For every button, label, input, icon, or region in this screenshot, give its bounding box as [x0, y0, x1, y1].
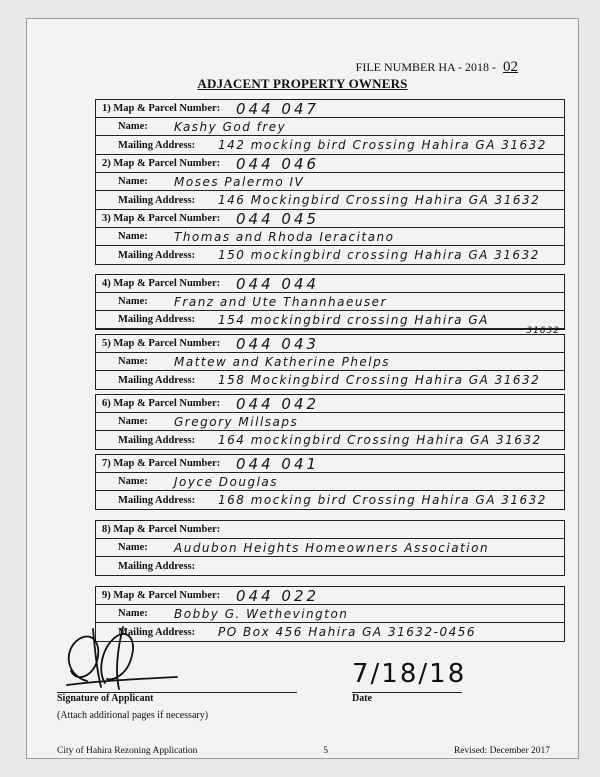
parcel-number: 044 045 [236, 210, 320, 228]
owner-name: Joyce Douglas [174, 474, 279, 489]
entry-number: 4) [102, 278, 111, 289]
map-parcel-label [96, 590, 220, 601]
entry-number: 2) [102, 158, 111, 169]
mailing-address-row [96, 311, 564, 329]
mailing-address-row [96, 557, 564, 575]
map-parcel-row [96, 335, 564, 353]
mailing-address-label: Mailing Address: [118, 139, 196, 151]
name-label: Name: [118, 356, 148, 367]
map-parcel-row [96, 455, 564, 473]
entry-number: 6) [102, 398, 111, 409]
parcel-number: 044 044 [236, 275, 320, 293]
footer-right: Revised: December 2017 [453, 746, 550, 756]
map-parcel-row [96, 587, 564, 605]
name-label: Name: [118, 416, 148, 427]
parcel-number: 044 043 [236, 335, 320, 353]
page-title: ADJACENT PROPERTY OWNERS [197, 76, 408, 91]
mailing-address: 150 mockingbird crossing Hahira GA 31632 [218, 248, 540, 262]
map-parcel-text: Map & Parcel Number: [113, 158, 221, 169]
mailing-address-label: Mailing Address: [118, 374, 196, 386]
owner-name: Mattew and Katherine Phelps [174, 354, 391, 369]
owner-name: Gregory Millsaps [174, 414, 299, 429]
mailing-address-row [96, 431, 564, 449]
name-label: Name: [118, 608, 148, 619]
map-parcel-label [96, 524, 220, 535]
mailing-address-label: Mailing Address: [118, 194, 196, 206]
name-label: Name: [118, 176, 148, 187]
mailing-address-label: Mailing Address: [118, 494, 196, 506]
map-parcel-label [96, 278, 220, 289]
map-parcel-text: Map & Parcel Number: [113, 458, 221, 469]
owner-name: Thomas and Rhoda Ieracitano [174, 229, 395, 244]
mailing-address-label: Mailing Address: [118, 314, 196, 325]
name-row [96, 413, 564, 431]
mailing-address: 142 mocking bird Crossing Hahira GA 31632 [218, 138, 547, 152]
map-parcel-row [96, 100, 564, 118]
parcel-number: 044 047 [236, 100, 320, 118]
map-parcel-text: Map & Parcel Number: [113, 590, 221, 601]
mailing-address-row [96, 136, 564, 154]
map-parcel-label [96, 458, 220, 469]
mailing-address-overflow: 31632 [526, 326, 560, 336]
owner-name: Franz and Ute Thannhaeuser [174, 294, 387, 309]
parcel-entry [95, 154, 565, 210]
mailing-address-row [96, 246, 564, 264]
name-row [96, 173, 564, 191]
name-row [96, 293, 564, 311]
applicant-signature [57, 621, 197, 691]
mailing-address: PO Box 456 Hahira GA 31632-0456 [218, 625, 476, 639]
map-parcel-label [96, 338, 220, 349]
map-parcel-text: Map & Parcel Number: [113, 103, 221, 114]
name-label: Name: [118, 231, 148, 242]
mailing-address: 146 Mockingbird Crossing Hahira GA 31632 [218, 193, 541, 207]
entry-number: 3) [102, 213, 111, 224]
mailing-address: 154 mockingbird crossing Hahira GA [218, 312, 489, 327]
map-parcel-row [96, 395, 564, 413]
mailing-address-row [96, 191, 564, 209]
entry-number: 5) [102, 338, 111, 349]
date-label: Date [352, 693, 372, 704]
entry-number: 9) [102, 590, 111, 601]
mailing-address-label: Mailing Address: [118, 626, 196, 638]
map-parcel-label [96, 213, 220, 224]
date-value: 7/18/18 [352, 659, 467, 689]
file-number [356, 59, 518, 76]
map-parcel-text: Map & Parcel Number: [113, 398, 221, 409]
document-page [26, 18, 579, 759]
name-label: Name: [118, 121, 148, 132]
entry-number: 8) [102, 524, 111, 535]
signature-label: Signature of Applicant [57, 693, 154, 704]
name-label: Name: [118, 542, 148, 553]
map-parcel-label [96, 103, 220, 114]
map-parcel-text: Map & Parcel Number: [113, 213, 221, 224]
mailing-address: 164 mockingbird Crossing Hahira GA 31632 [218, 433, 542, 447]
parcel-entry [95, 454, 565, 510]
owner-name: Audubon Heights Homeowners Association [174, 540, 490, 555]
mailing-address-row [96, 491, 564, 509]
name-row [96, 353, 564, 371]
parcel-entry [95, 394, 565, 450]
footer-page-number: 5 [323, 746, 329, 756]
parcel-number: 044 041 [236, 455, 320, 473]
mailing-address: 158 Mockingbird Crossing Hahira GA 31632 [218, 373, 541, 387]
page-footer [57, 746, 550, 756]
file-number-label: FILE NUMBER HA - 2018 - [355, 60, 496, 74]
file-number-value: 02 [503, 59, 518, 75]
name-row [96, 118, 564, 136]
map-parcel-text: Map & Parcel Number: [113, 524, 221, 535]
parcel-number: 044 042 [236, 395, 320, 413]
owner-name: Moses Palermo IV [174, 174, 305, 189]
attach-note: (Attach additional pages if necessary) [57, 710, 209, 721]
parcel-entry [95, 209, 565, 265]
parcel-entry [95, 334, 565, 390]
map-parcel-row [96, 275, 564, 293]
map-parcel-row [96, 210, 564, 228]
mailing-address-label: Mailing Address: [118, 434, 196, 446]
entry-number: 7) [102, 458, 111, 469]
parcel-number: 044 046 [236, 155, 320, 173]
entry-number: 1) [102, 103, 111, 114]
mailing-address-label: Mailing Address: [118, 560, 196, 572]
parcel-entry [95, 99, 565, 155]
parcel-entry [95, 274, 565, 336]
name-row [96, 539, 564, 557]
owner-name: Kashy God frey [174, 119, 287, 134]
parcel-entry [95, 520, 565, 576]
parcel-number: 044 022 [236, 587, 320, 605]
owner-name: Bobby G. Wethevington [174, 606, 349, 621]
name-row [96, 228, 564, 246]
name-label: Name: [118, 476, 148, 487]
name-row [96, 473, 564, 491]
map-parcel-label [96, 398, 220, 409]
mailing-address-label: Mailing Address: [118, 249, 196, 261]
mailing-address-row [96, 371, 564, 389]
footer-left: City of Hahira Rezoning Application [57, 746, 198, 756]
map-parcel-text: Map & Parcel Number: [113, 278, 221, 289]
map-parcel-text: Map & Parcel Number: [113, 338, 221, 349]
map-parcel-row [96, 155, 564, 173]
name-label: Name: [118, 296, 148, 307]
mailing-address: 168 mocking bird Crossing Hahira GA 31632 [218, 493, 547, 507]
map-parcel-label [96, 158, 220, 169]
map-parcel-row [96, 521, 564, 539]
